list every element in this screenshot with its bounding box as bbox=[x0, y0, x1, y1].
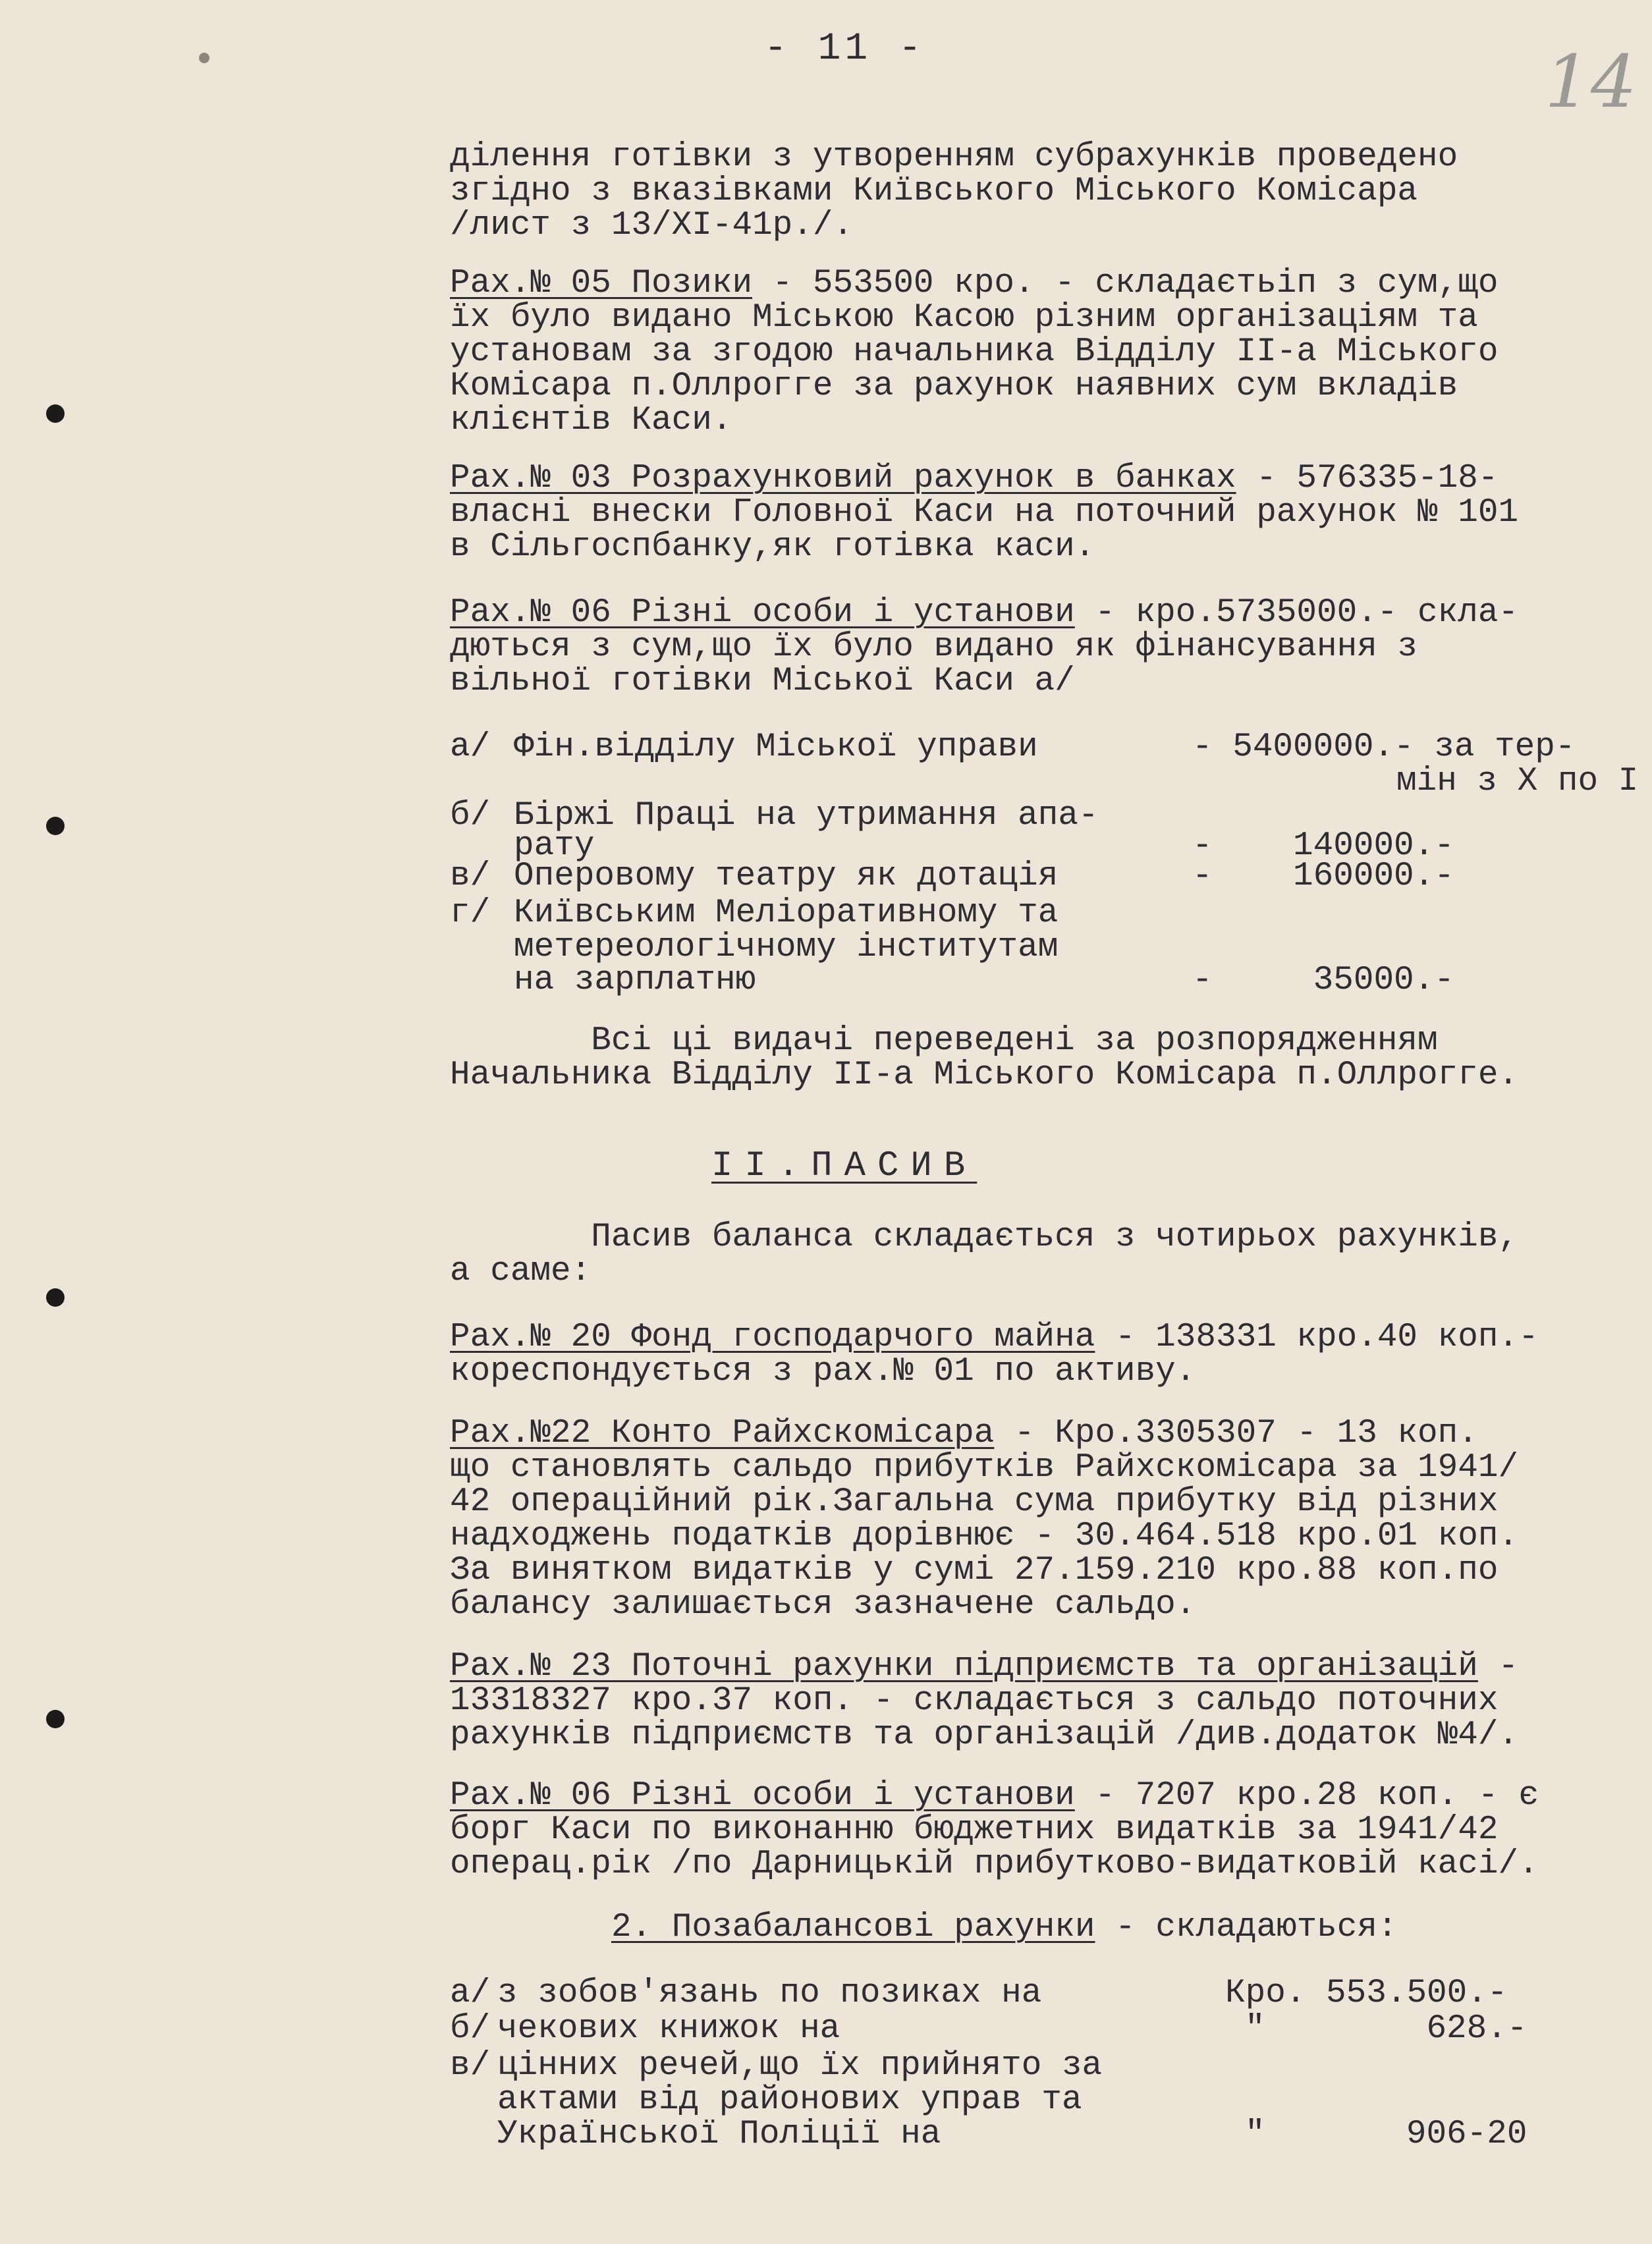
list-item-text: цінних речей,що їх прийнято за bbox=[497, 2047, 1103, 2085]
list-item-amount: " 906-20 bbox=[1245, 2116, 1528, 2153]
list-item-text: Української Поліції на bbox=[497, 2116, 941, 2153]
page-number: - 11 - bbox=[764, 28, 925, 70]
account-heading: Рах.№ 06 Різні особи і установи bbox=[450, 1777, 1075, 1815]
section-title bbox=[711, 1146, 977, 1186]
list-item-text: метереологічному інститутам bbox=[514, 929, 1059, 966]
account-summary: - 138331 кро.40 коп.- bbox=[1095, 1319, 1539, 1356]
list-item-text: на зарплатню bbox=[514, 962, 756, 999]
list-item-amount: - 160000.- bbox=[1192, 858, 1454, 895]
text-line: в Сільгоспбанку,як готівка каси. bbox=[450, 528, 1095, 566]
account-heading: Рах.№ 03 Розрахунковий рахунок в банках bbox=[450, 460, 1236, 497]
text-line: дються з сум,що їх було видано як фінансування з bbox=[450, 628, 1418, 666]
list-item-text: Біржі Праці на утримання апа- bbox=[514, 797, 1099, 835]
account-heading: Рах.№22 Конто Райхскомісара bbox=[450, 1415, 995, 1452]
text-line: вільної готівки Міської Каси а/ bbox=[450, 663, 1075, 700]
text-line: Комісара п.Оллрогге за рахунок наявних сум вкладів bbox=[450, 368, 1458, 405]
account-summary: - 553500 кро. - складаєтьіп з сум,що bbox=[752, 265, 1499, 302]
account-summary: - кро.5735000.- скла- bbox=[1074, 594, 1519, 632]
list-item-text: Оперовому театру як дотація bbox=[514, 858, 1059, 895]
text-line: 13318327 кро.37 коп. - складається з сальдо поточних bbox=[450, 1682, 1499, 1720]
list-item-text: Фін.відділу Міської управи bbox=[514, 728, 1038, 766]
list-item-amount-handwritten: мін з X по I bbox=[1396, 763, 1639, 800]
list-item-label: г/ bbox=[450, 894, 491, 932]
binding-hole bbox=[46, 1710, 65, 1728]
text-line: надходжень податків дорівнює - 30.464.518 кро.01 коп. bbox=[450, 1518, 1519, 1555]
text-line: /лист з 13/XI-41р./. bbox=[450, 207, 854, 244]
list-item-label: в/ bbox=[450, 858, 491, 895]
list-item-label: а/ bbox=[450, 1975, 491, 2012]
account-heading-line bbox=[450, 1649, 1518, 1685]
list-item-amount: Кро. 553.500.- bbox=[1225, 1975, 1508, 2012]
list-item-amount: - 5400000.- за тер- bbox=[1192, 728, 1576, 766]
text-line: Пасив баланса складається з чотирьох рахунків, bbox=[450, 1218, 1519, 1256]
text-line: кореспондується з рах.№ 01 по активу. bbox=[450, 1353, 1196, 1390]
text-line: рахунків підприємств та організацій /див.додаток №4/. bbox=[450, 1716, 1519, 1754]
account-heading-line bbox=[450, 1416, 1478, 1452]
text-line: Всі ці видачі переведені за розпорядженням bbox=[450, 1022, 1438, 1060]
text-line: установам за згодою начальника Відділу II-а Міського bbox=[450, 333, 1499, 371]
list-item-label: б/ bbox=[450, 2010, 491, 2048]
list-item-text: чекових книжок на bbox=[497, 2010, 840, 2048]
binding-hole bbox=[46, 404, 65, 423]
binding-hole bbox=[46, 1288, 65, 1307]
text-line: що становлять сальдо прибутків Райхскомісара за 1941/ bbox=[450, 1449, 1519, 1487]
account-heading: Рах.№ 05 Позики bbox=[450, 265, 753, 302]
account-summary: - 576335-18- bbox=[1236, 460, 1499, 497]
archive-folio-number: 14 bbox=[1545, 40, 1637, 124]
text-line: ділення готівки з утворенням субрахунків проведено bbox=[450, 138, 1458, 176]
account-heading: Рах.№ 20 Фонд господарчого майна bbox=[450, 1319, 1095, 1356]
list-item-text: з зобов'язань по позиках на bbox=[497, 1975, 1042, 2012]
text-line: а саме: bbox=[450, 1253, 592, 1290]
text-line: 42 операційний рік.Загальна сума прибутку від різних bbox=[450, 1483, 1499, 1521]
text-line: їх було видано Міською Касою різним організаціям та bbox=[450, 299, 1478, 337]
account-heading-line bbox=[450, 461, 1498, 497]
list-item-text: актами від районових управ та bbox=[497, 2081, 1082, 2119]
list-item-label: в/ bbox=[450, 2047, 491, 2085]
account-heading-line bbox=[450, 1778, 1539, 1814]
account-heading: Рах.№ 23 Поточні рахунки підприємств та організацій bbox=[450, 1648, 1478, 1685]
account-heading-line bbox=[450, 595, 1518, 631]
text-line: згідно з вказівками Київського Міського Комісара bbox=[450, 173, 1418, 210]
text-line: операц.рік /по Дарницькій прибутково-видатковій касі/. bbox=[450, 1846, 1539, 1883]
section-subheading: 2. Позабалансові рахунки bbox=[611, 1909, 1095, 1946]
list-item-label: а/ bbox=[450, 728, 491, 766]
punch-mark bbox=[199, 53, 209, 63]
list-item-text: рату bbox=[514, 827, 595, 865]
text-line: власні внески Головної Каси на поточний рахунок № 101 bbox=[450, 494, 1519, 532]
text-line: борг Каси по виконанню бюджетних видатків за 1941/42 bbox=[450, 1811, 1499, 1849]
section-subheading-line bbox=[611, 1910, 1398, 1946]
text-line: балансу залишається зазначене сальдо. bbox=[450, 1586, 1196, 1624]
list-item-amount: " 628.- bbox=[1245, 2010, 1528, 2048]
text-line: клієнтів Каси. bbox=[450, 402, 732, 439]
binding-hole bbox=[46, 817, 65, 835]
text-line: Начальника Відділу II-а Міського Комісара п.Оллрогге. bbox=[450, 1056, 1519, 1094]
section-title-text: II.ПАСИВ bbox=[711, 1146, 977, 1186]
account-heading-line bbox=[450, 266, 1498, 302]
text-line: За винятком видатків у сумі 27.159.210 кро.88 коп.по bbox=[450, 1552, 1499, 1589]
list-item-amount: - 140000.- bbox=[1192, 827, 1454, 865]
list-item-label: б/ bbox=[450, 797, 491, 835]
list-item-text: Київським Меліоративному та bbox=[514, 894, 1059, 932]
section-subheading-rest: - складаються: bbox=[1095, 1909, 1398, 1946]
account-heading-line bbox=[450, 1320, 1539, 1355]
list-item-amount: - 35000.- bbox=[1192, 962, 1454, 999]
account-summary: - Кро.3305307 - 13 коп. bbox=[994, 1415, 1478, 1452]
account-summary: - bbox=[1477, 1648, 1519, 1685]
account-heading: Рах.№ 06 Різні особи і установи bbox=[450, 594, 1075, 632]
account-summary: - 7207 кро.28 коп. - є bbox=[1074, 1777, 1539, 1815]
